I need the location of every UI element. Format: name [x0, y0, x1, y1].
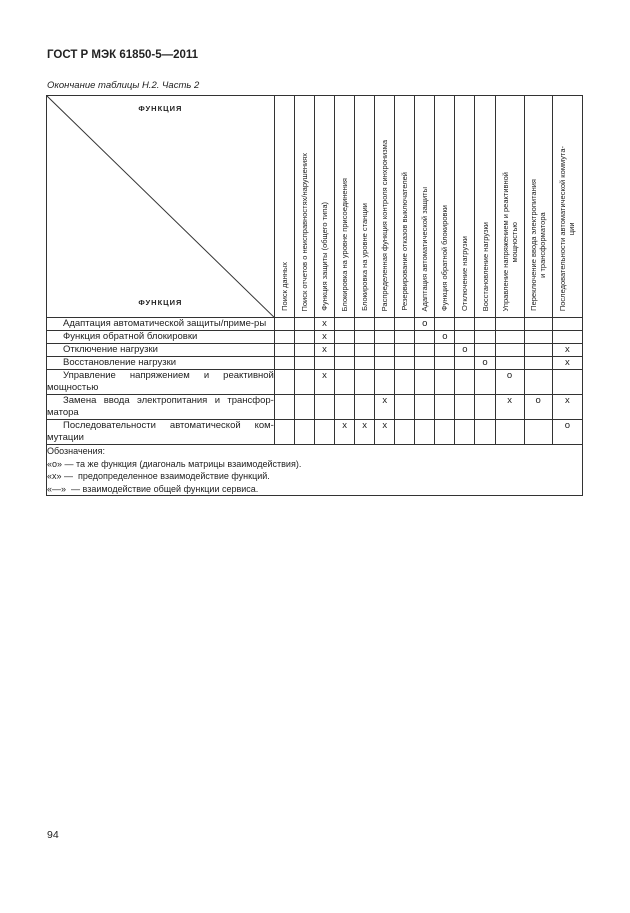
- table-row: [47, 395, 583, 420]
- matrix-cell: [294, 357, 314, 370]
- row-label: [47, 318, 275, 331]
- matrix-cell: [475, 318, 495, 331]
- matrix-cell: x: [314, 344, 334, 357]
- matrix-cell: [455, 395, 475, 420]
- matrix-cell: [375, 370, 395, 395]
- matrix-cell: [435, 395, 455, 420]
- matrix-cell: [294, 370, 314, 395]
- column-header: [455, 96, 475, 318]
- matrix-cell: x: [355, 420, 375, 445]
- matrix-cell: o: [435, 331, 455, 344]
- matrix-cell: [335, 357, 355, 370]
- matrix-cell: [355, 344, 375, 357]
- matrix-cell: [274, 357, 294, 370]
- notes-row: [47, 445, 583, 496]
- matrix-cell: [355, 331, 375, 344]
- row-label: [47, 331, 275, 344]
- matrix-cell: [294, 344, 314, 357]
- matrix-cell: [395, 344, 415, 357]
- column-header-label: Отключение нагрузки: [460, 236, 470, 311]
- row-label-text: Последовательности автоматической ком-мутации: [47, 420, 274, 443]
- matrix-cell: [524, 370, 552, 395]
- matrix-cell: [335, 344, 355, 357]
- matrix-cell: [375, 357, 395, 370]
- legend-title: Обозначения:: [47, 446, 106, 456]
- matrix-cell: [274, 395, 294, 420]
- matrix-cell: [455, 370, 475, 395]
- matrix-cell: [475, 395, 495, 420]
- column-header-label: Резервирование отказов выключателей: [400, 172, 410, 311]
- matrix-cell: [552, 318, 582, 331]
- matrix-cell: [475, 370, 495, 395]
- matrix-cell: [524, 344, 552, 357]
- matrix-cell: [274, 318, 294, 331]
- column-header: [415, 96, 435, 318]
- matrix-cell: [395, 318, 415, 331]
- matrix-cell: [524, 331, 552, 344]
- column-header: [435, 96, 455, 318]
- row-label-text: Замена ввода электропитания и трансфор-матора: [47, 395, 274, 418]
- matrix-cell: [395, 357, 415, 370]
- matrix-cell: [415, 331, 435, 344]
- column-header: [335, 96, 355, 318]
- row-label-text: Адаптация автоматической защиты/приме-ры: [63, 318, 267, 329]
- matrix-cell: [375, 318, 395, 331]
- matrix-cell: [475, 344, 495, 357]
- row-label-text: Отключение нагрузки: [63, 344, 158, 355]
- matrix-cell: x: [314, 331, 334, 344]
- matrix-cell: [355, 370, 375, 395]
- column-header-label: Поиск данных: [279, 262, 289, 311]
- matrix-cell: [294, 331, 314, 344]
- matrix-cell: [435, 357, 455, 370]
- matrix-cell: [552, 370, 582, 395]
- matrix-cell: [475, 331, 495, 344]
- matrix-cell: [395, 395, 415, 420]
- legend-line: «—» — взаимодействие общей функции сервиса.: [47, 483, 259, 494]
- matrix-cell: [495, 331, 524, 344]
- matrix-cell: [455, 318, 475, 331]
- matrix-cell: x: [375, 395, 395, 420]
- matrix-cell: x: [335, 420, 355, 445]
- matrix-cell: [475, 420, 495, 445]
- page-number: 94: [47, 829, 59, 841]
- matrix-cell: [314, 357, 334, 370]
- matrix-cell: [335, 370, 355, 395]
- column-header-label: Блокировка на уровне станции: [360, 203, 370, 311]
- column-header-label: Восстановление нагрузки: [480, 221, 490, 311]
- legend-line: «x» — предопределенное взаимодействие функций.: [47, 471, 270, 481]
- matrix-cell: [552, 331, 582, 344]
- matrix-cell: [435, 420, 455, 445]
- column-header: [274, 96, 294, 318]
- table-row: [47, 420, 583, 445]
- matrix-cell: [294, 420, 314, 445]
- matrix-cell: [355, 357, 375, 370]
- matrix-cell: o: [415, 318, 435, 331]
- matrix-cell: [415, 395, 435, 420]
- row-label-text: Восстановление нагрузки: [63, 357, 177, 368]
- matrix-cell: [524, 357, 552, 370]
- matrix-cell: [274, 344, 294, 357]
- matrix-cell: [455, 357, 475, 370]
- column-header: [495, 96, 524, 318]
- matrix-cell: [375, 331, 395, 344]
- diagonal-line: [47, 96, 274, 317]
- matrix-cell: [294, 318, 314, 331]
- row-label: [47, 344, 275, 357]
- matrix-cell: [495, 344, 524, 357]
- matrix-cell: [274, 370, 294, 395]
- row-label-text: Функция обратной блокировки: [63, 331, 198, 342]
- column-header: [475, 96, 495, 318]
- table-row: [47, 331, 583, 344]
- matrix-cell: [274, 331, 294, 344]
- column-header-label: Адаптация автоматической защиты: [420, 186, 430, 311]
- matrix-cell: [435, 344, 455, 357]
- matrix-cell: [415, 420, 435, 445]
- table-row: [47, 357, 583, 370]
- column-header-label: Блокировка на уровне присоединения: [340, 177, 350, 311]
- corner-bottom-label: ФУНКЦИЯ: [138, 298, 183, 307]
- matrix-cell: [395, 370, 415, 395]
- matrix-cell: o: [455, 344, 475, 357]
- matrix-cell: x: [552, 395, 582, 420]
- column-header: [552, 96, 582, 318]
- matrix-cell: o: [495, 370, 524, 395]
- matrix-cell: [355, 318, 375, 331]
- table-row: [47, 318, 583, 331]
- matrix-cell: [395, 331, 415, 344]
- matrix-cell: [375, 344, 395, 357]
- matrix-cell: o: [552, 420, 582, 445]
- matrix-cell: [524, 420, 552, 445]
- matrix-cell: [294, 395, 314, 420]
- column-header-label: Управление напряжением и реактивной мощностью: [500, 171, 519, 311]
- column-header-label: Последовательности автоматической коммута- ции: [558, 145, 577, 311]
- column-header-row: [47, 96, 583, 318]
- matrix-cell: [314, 395, 334, 420]
- legend: [47, 445, 583, 496]
- column-header: [395, 96, 415, 318]
- matrix-cell: [274, 420, 294, 445]
- corner-top-label: ФУНКЦИЯ: [138, 104, 183, 113]
- column-header: [524, 96, 552, 318]
- matrix-cell: x: [375, 420, 395, 445]
- matrix-cell: [524, 318, 552, 331]
- interaction-matrix: [46, 95, 583, 496]
- matrix-cell: [495, 420, 524, 445]
- corner-cell: [47, 96, 275, 318]
- matrix-cell: [335, 331, 355, 344]
- document-header: ГОСТ Р МЭК 61850-5—2011: [47, 49, 199, 61]
- matrix-cell: o: [524, 395, 552, 420]
- matrix-cell: [435, 370, 455, 395]
- column-header-label: Распределенная функция контроля синхронизма: [380, 139, 390, 311]
- column-header-label: Функция защиты (общего типа): [320, 202, 329, 311]
- matrix-cell: x: [314, 318, 334, 331]
- matrix-cell: [335, 395, 355, 420]
- matrix-cell: [314, 420, 334, 445]
- matrix-cell: [415, 344, 435, 357]
- row-label: [47, 370, 275, 395]
- table-caption: Окончание таблицы Н.2. Часть 2: [47, 80, 200, 91]
- matrix-cell: o: [475, 357, 495, 370]
- legend-line: «o» — та же функция (диагональ матрицы взаимодействия).: [47, 458, 302, 469]
- matrix-cell: x: [552, 344, 582, 357]
- matrix-cell: [495, 318, 524, 331]
- matrix-cell: [415, 357, 435, 370]
- column-header: [294, 96, 314, 318]
- matrix-cell: [335, 318, 355, 331]
- column-header-label: Поиск отчетов о неисправностях/нарушениях: [299, 152, 309, 311]
- matrix-cell: x: [552, 357, 582, 370]
- matrix-cell: [495, 357, 524, 370]
- matrix-cell: [395, 420, 415, 445]
- row-label: [47, 357, 275, 370]
- column-header: [314, 96, 334, 318]
- column-header: [355, 96, 375, 318]
- matrix-cell: x: [314, 370, 334, 395]
- row-label: [47, 395, 275, 420]
- table-row: [47, 370, 583, 395]
- column-header-label: Функция обратной блокировки: [440, 204, 450, 311]
- matrix-cell: x: [495, 395, 524, 420]
- column-header-label: Переключение ввода электропитания и трансформатора: [529, 179, 548, 311]
- row-label: [47, 420, 275, 445]
- matrix-cell: [435, 318, 455, 331]
- matrix-cell: [415, 370, 435, 395]
- matrix-cell: [455, 420, 475, 445]
- table-row: [47, 344, 583, 357]
- matrix-cell: [355, 395, 375, 420]
- matrix-cell: [455, 331, 475, 344]
- column-header: [375, 96, 395, 318]
- row-label-text: Управление напряжением и реактивной мощностью: [47, 370, 274, 393]
